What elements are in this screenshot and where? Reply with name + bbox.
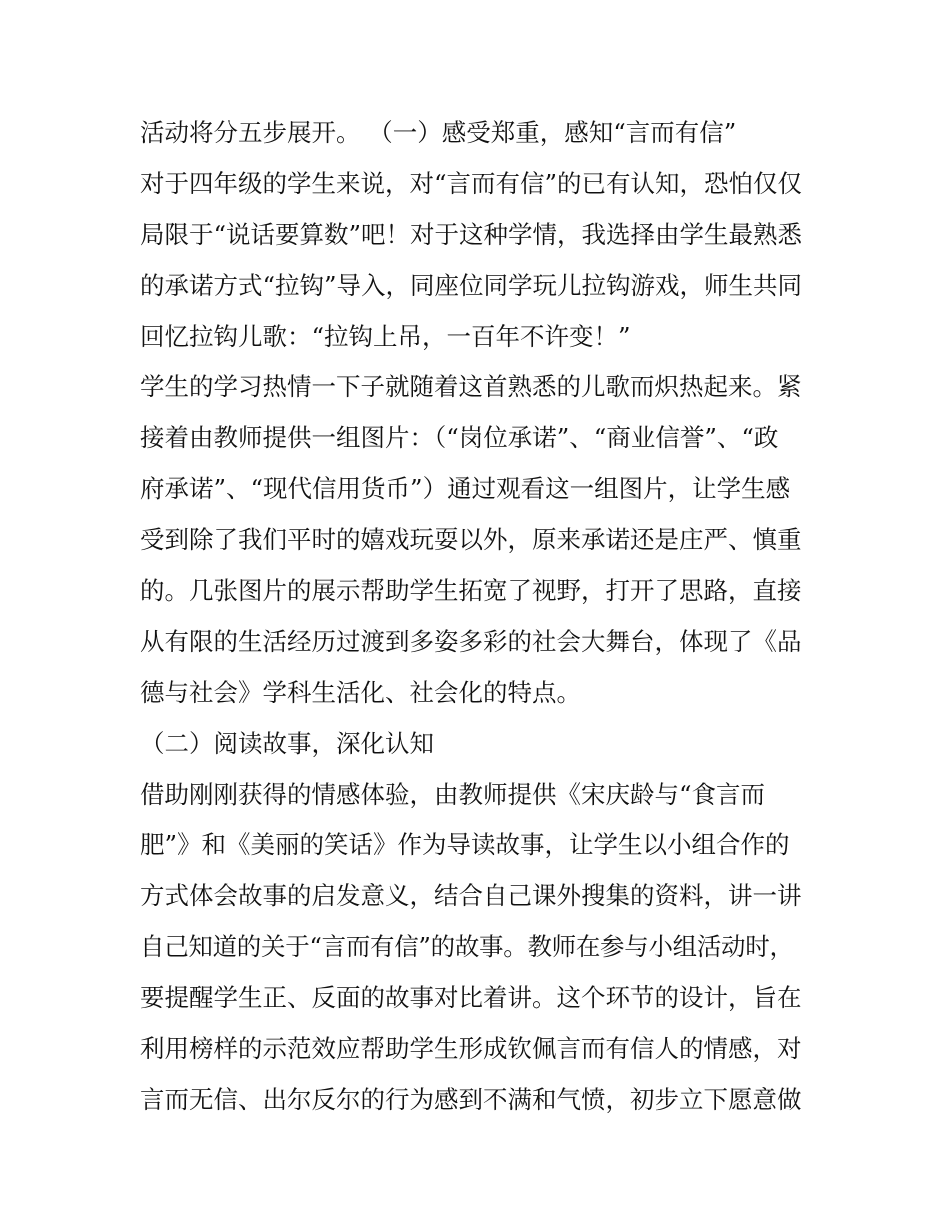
text-line: 局限于“说话要算数”吧！对于这种学情，我选择由学生最熟悉 [140, 219, 803, 249]
text-line: 利用榜样的示范效应帮助学生形成钦佩言而有信人的情感，对 [140, 1034, 802, 1064]
text-line: 的承诺方式“拉钩”导入，同座位同学玩儿拉钩游戏，师生共同 [140, 270, 803, 300]
text-line: 学生的学习热情一下子就随着这首熟悉的儿歌而炽热起来。紧 [140, 372, 802, 402]
body-text [140, 108, 820, 1126]
text-line: 方式体会故事的启发意义，结合自己课外搜集的资料，讲一讲 [140, 881, 802, 911]
text-line: 自己知道的关于“言而有信”的故事。教师在参与小组活动时， [140, 932, 794, 962]
text-line: 的。几张图片的展示帮助学生拓宽了视野，打开了思路，直接 [140, 576, 802, 606]
text-line: 受到除了我们平时的嬉戏玩耍以外，原来承诺还是庄严、慎重 [140, 525, 802, 555]
text-line: 活动将分五步展开。 （一）感受郑重，感知“言而有信” [140, 118, 737, 147]
text-line: 府承诺”、“现代信用货币”）通过观看这一组图片，让学生感 [140, 474, 791, 504]
text-line: 要提醒学生正、反面的故事对比着讲。这个环节的设计，旨在 [140, 983, 802, 1013]
text-line: 对于四年级的学生来说，对“言而有信”的已有认知，恐怕仅仅 [140, 168, 803, 198]
section-heading: （二）阅读故事，深化认知 [140, 728, 434, 758]
text-line: 借助刚刚获得的情感体验，由教师提供《宋庆龄与“食言而 [140, 779, 766, 809]
text-line: 肥”》和《美丽的笑话》作为导读故事，让学生以小组合作的 [140, 830, 790, 860]
text-line: 言而无信、出尔反尔的行为感到不满和气愤，初步立下愿意做 [140, 1084, 802, 1114]
text-line: 德与社会》学科生活化、社会化的特点。 [140, 677, 581, 707]
text-line: 从有限的生活经历过渡到多姿多彩的社会大舞台，体现了《品 [140, 626, 802, 656]
text-line: 接着由教师提供一组图片：（“岗位承诺”、“商业信誉”、“政 [140, 423, 779, 453]
text-line: 回忆拉钩儿歌：“拉钩上吊，一百年不许变！” [140, 321, 631, 351]
